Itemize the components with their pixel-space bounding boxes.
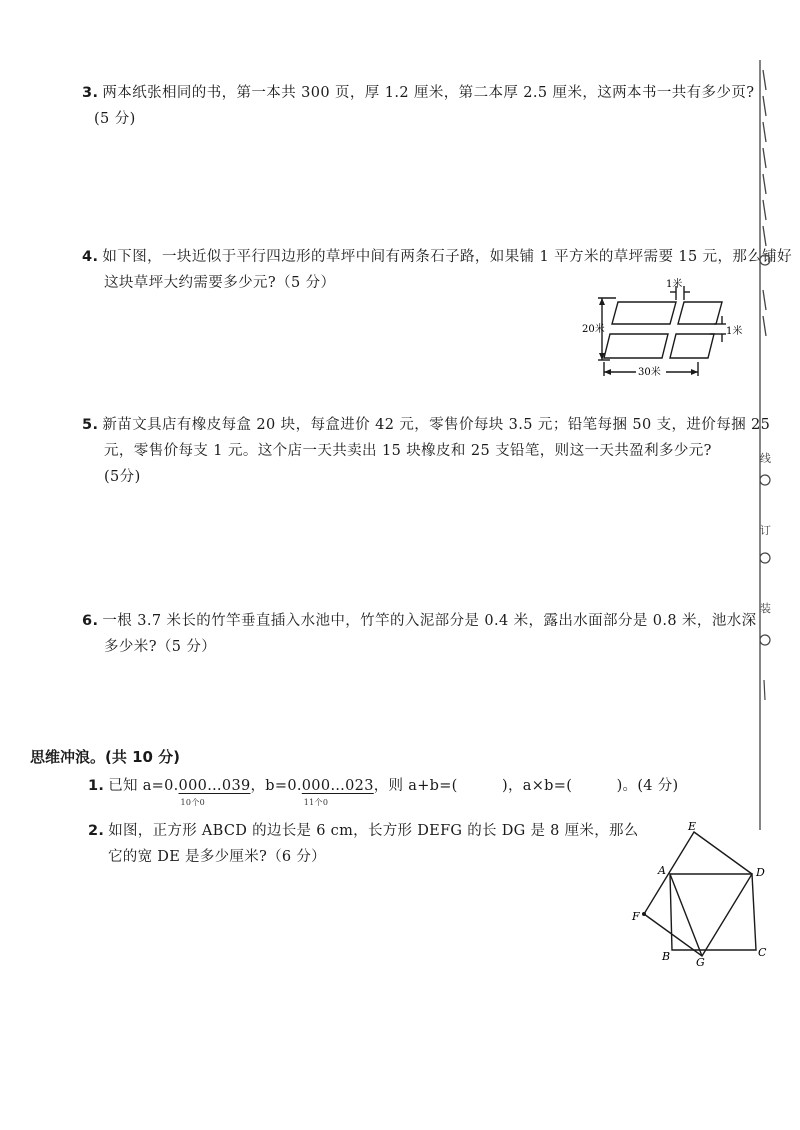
question-number: 2. <box>88 823 105 839</box>
square-rectangle-figure <box>620 818 780 968</box>
lawn-piece-bottom-right <box>670 334 714 358</box>
q1-suffix: ，则 a+b=( )，a×b=( )。(4 分) <box>373 778 679 794</box>
a-digits: 000…039 <box>178 778 251 794</box>
question-number: 1. <box>88 778 105 794</box>
question-points: (5 分) <box>94 111 136 127</box>
a-decimal <box>178 773 251 807</box>
label-c: C <box>758 946 767 959</box>
label-bottom: 30米 <box>638 367 661 378</box>
question-text: 如图，正方形 ABCD 的边长是 6 cm，长方形 DEFG 的长 DG 是 8 厘米，那么 <box>108 823 639 839</box>
label-e: E <box>688 820 697 833</box>
b-brace-label: 11个0 <box>303 798 329 807</box>
question-text: 新苗文具店有橡皮每盒 20 块，每盒进价 42 元，零售价每块 3.5 元；铅笔每捆 50 支，进价每捆 25 <box>102 417 771 433</box>
question-text: 多少米?（5 分） <box>104 639 217 655</box>
margin-label-bind: 订 <box>760 524 771 537</box>
question-number: 3. <box>82 85 99 101</box>
section-title: 思维冲浪。(共 10 分) <box>30 748 181 766</box>
label-a: A <box>658 864 666 877</box>
label-d: D <box>756 866 765 879</box>
question-text: 这块草坪大约需要多少元?（5 分） <box>104 275 336 291</box>
b-digits: 000…023 <box>301 778 374 794</box>
label-f: F <box>632 910 640 923</box>
question-text: 它的宽 DE 是多少厘米?（6 分） <box>108 849 326 865</box>
question-points: (5分) <box>104 469 141 485</box>
label-b: B <box>662 950 671 963</box>
q1-mid: ，b=0. <box>250 778 302 794</box>
lawn-piece-top-left <box>612 302 676 324</box>
label-g: G <box>696 956 705 969</box>
question-6 <box>82 608 757 660</box>
binding-margin <box>752 60 792 830</box>
question-number: 4. <box>82 249 99 265</box>
a-brace-label: 10个0 <box>180 798 206 807</box>
binding-line-graphic <box>752 60 792 830</box>
section-question-1 <box>88 773 679 807</box>
q1-prefix: 已知 a=0. <box>108 778 179 794</box>
label-left: 20米 <box>582 324 605 335</box>
margin-label-line: 线 <box>760 452 771 465</box>
margin-label-install: 装 <box>760 602 771 615</box>
question-text: 两本纸张相同的书，第一本共 300 页，厚 1.2 厘米，第二本厚 2.5 厘米，这两本书一共有多少页? <box>102 85 755 101</box>
question-text: 元，零售价每支 1 元。这个店一天共卖出 15 块橡皮和 25 支铅笔，则这一天共盈利多少元? <box>104 443 712 459</box>
section-question-2 <box>88 818 639 870</box>
question-3 <box>82 80 754 132</box>
lawn-parallelogram-figure <box>580 278 743 382</box>
label-top: 1米 <box>666 279 683 290</box>
question-number: 6. <box>82 613 99 629</box>
lawn-piece-top-right <box>678 302 722 324</box>
lawn-piece-bottom-left <box>604 334 668 358</box>
question-number: 5. <box>82 417 99 433</box>
rectangle-defg <box>644 832 752 956</box>
question-5 <box>82 412 770 490</box>
label-right: 1米 <box>726 326 743 337</box>
question-text: 一根 3.7 米长的竹竿垂直插入水池中，竹竿的入泥部分是 0.4 米，露出水面部分是 0.8 米，池水深 <box>102 613 757 629</box>
b-decimal <box>301 773 374 807</box>
question-text: 如下图，一块近似于平行四边形的草坪中间有两条石子路，如果铺 1 平方米的草坪需要 15 元，那么铺好 <box>102 249 793 265</box>
